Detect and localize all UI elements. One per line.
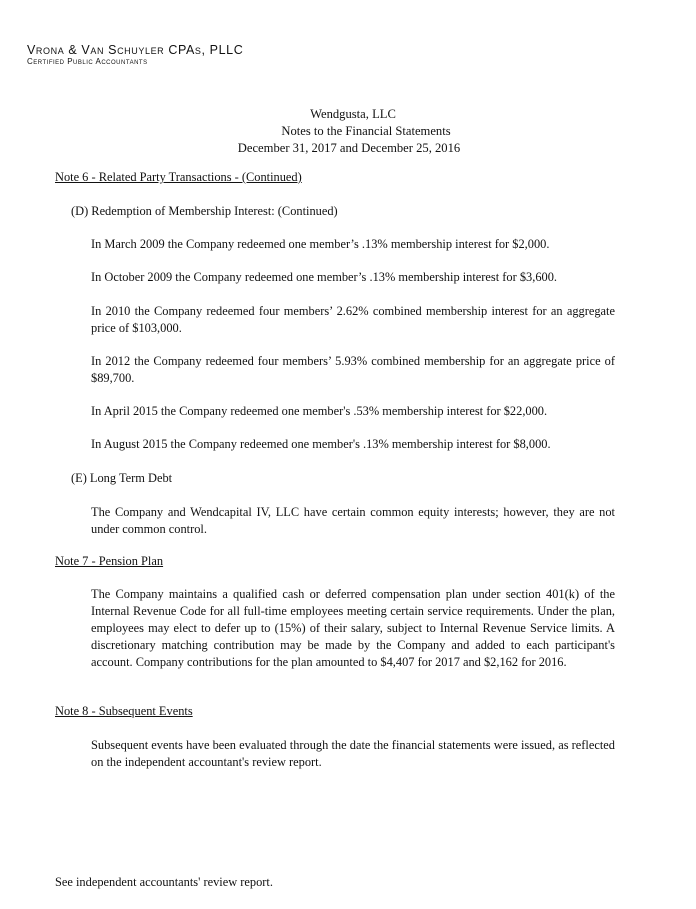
note-8-text: Subsequent events have been evaluated through the date the financial statements were issued, as reflected on the independent accountant's review report. [91, 738, 615, 769]
note-6-title: Note 6 - Related Party Transactions - (Continued) [55, 170, 302, 184]
note-6-d-item: In March 2009 the Company redeemed one member’s .13% membership interest for $2,000. [91, 237, 550, 251]
note-6-e-title: (E) Long Term Debt [71, 471, 173, 485]
note-6-e-text: The Company and Wendcapital IV, LLC have certain common equity interests; however, they are not under common control. [91, 505, 615, 536]
note-8-title: Note 8 - Subsequent Events [55, 704, 193, 718]
reporting-period: December 31, 2017 and December 25, 2016 [237, 141, 461, 155]
note-6-d-title: (D) Redemption of Membership Interest: (Continued) [71, 204, 338, 218]
footer-note: See independent accountants' review report. [55, 875, 273, 889]
firm-subtitle: Certified Public Accountants [27, 57, 148, 66]
note-6-d-item: In April 2015 the Company redeemed one member's .53% membership interest for $22,000. [91, 404, 548, 418]
note-6-d-item: In October 2009 the Company redeemed one member’s .13% membership interest for $3,600. [91, 270, 558, 284]
firm-letterhead [27, 43, 243, 67]
company-name: Wendgusta, LLC [310, 107, 396, 121]
note-6-d-item: In 2010 the Company redeemed four members’ 2.62% combined membership interest for an aggregate price of $103,000. [91, 304, 615, 335]
document-header [0, 106, 696, 157]
firm-name: Vrona & Van Schuyler CPAs, PLLC [27, 43, 244, 57]
note-7-text: The Company maintains a qualified cash or deferred compensation plan under section 401(k) of the Internal Revenue Code for all full-time employees meeting certain service requirements. Under the plan, employees may elect to defer up to (15%) of their salary, subject to Internal Revenue Service limits. A discretionary matching contribution may be made by the Company and added to each participant's account. Company contributions for the plan amounted to $4,407 for 2017 and $2,162 for 2016. [91, 587, 615, 669]
note-6-d-item: In August 2015 the Company redeemed one member's .13% membership interest for $8,000. [91, 437, 551, 451]
note-7-title: Note 7 - Pension Plan [55, 554, 164, 568]
document-title: Notes to the Financial Statements [281, 124, 451, 138]
note-6-d-item: In 2012 the Company redeemed four members’ 5.93% combined membership for an aggregate price of $89,700. [91, 354, 615, 385]
